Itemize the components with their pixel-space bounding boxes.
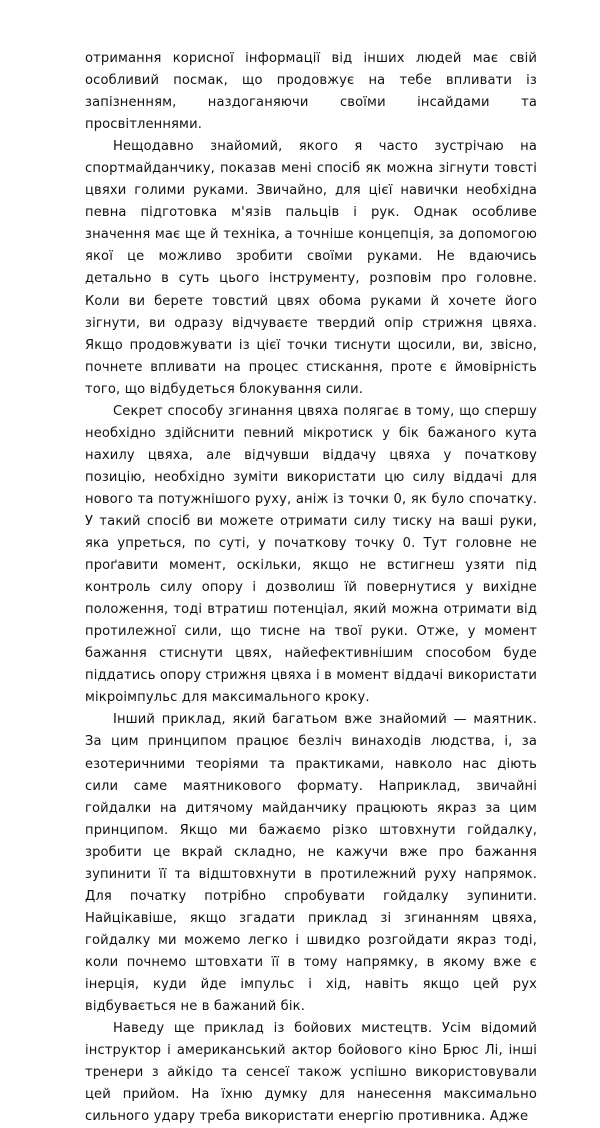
- paragraph-5: Наведу ще приклад із бойових мистецтв. Усім відомий інструктор і американський актор бойового кіно Брюс Лі, інші тренери з айкідо та сенсеї також успішно використовували цей прийом. На їхню думку для нанесення максимально сильного удару треба використати енергію противника. Адже: [85, 1021, 537, 1125]
- body-text-column: [85, 48, 537, 1128]
- paragraph-3: Секрет способу згинання цвяха полягає в тому, що спершу необхідно здійснити певний мікротиск у бік бажаного кута нахилу цвяха, але відчувши віддачу цвяха у початкову позицію, необхідно зуміти використати цю силу віддачі для нового та потужнішого руху, аніж із точки 0, як було спочатку. У такий спосіб ви можете отримати силу тиску на ваші руки, яка упреться, по суті, у початкову точку 0. Тут головне не проґавити момент, оскільки, якщо не встигнеш узяти під контроль силу опору і дозволиш їй повернутися у вихідне положення, тоді втратиш потенціал, який можна отримати від протилежної сили, що тисне на твої руки. Отже, у момент бажання стиснути цвях, найефективнішим способом буде піддатись опору стрижня цвяха і в момент віддачі використати мікроімпульс для максимального кроку.: [85, 403, 537, 706]
- paragraph-4: Інший приклад, який багатьом вже знайомий — маятник. За цим принципом працює безліч винаходів людства, і, за езотеричними теоріями та практиками, навколо нас діють сили саме маятникового формату. Наприклад, звичайні гойдалки на дитячому майданчику працюють якраз за цим принципом. Якщо ми бажаємо різко штовхнути гойдалку, зробити це вкрай складно, не кажучи вже про бажання зупинити її та відштовхнути в протилежний руху напрямок. Для початку потрібно спробувати гойдалку зупинити. Найцікавіше, якщо згадати приклад зі згинанням цвяха, гойдалку ми можемо легко і швидко розгойдати якраз тоді, коли почнемо штовхати її в тому напрямку, в якому вже є інерція, куди йде імпульс і хід, навіть якщо цей рух відбувається не в бажаний бік.: [85, 712, 537, 1015]
- paragraph-2: Нещодавно знайомий, якого я часто зустрічаю на спортмайданчику, показав мені спосіб як можна зігнути товсті цвяхи голими руками. Звичайно, для цієї навички необхідна певна підготовка м'язів пальців і рук. Однак особливе значення має ще й техніка, а точніше концепція, за допомогою якої це можливо зробити своїми руками. Не вдаючись детально в суть цього інструменту, розповім про головне. Коли ви берете товстий цвях обома руками й хочете його зігнути, ви одразу відчуваєте твердий опір стрижня цвяха. Якщо продовжувати із цієї точки тиснути щосили, ви, звісно, почнете впливати на процес стискання, проте є ймовірність того, що відбудеться блокування сили.: [85, 139, 537, 397]
- paragraph-1: отримання корисної інформації від інших людей має свій особливий посмак, що продовжує на тебе впливати із запізненням, наздоганяючи своїми інсайдами та просвітленнями.: [85, 51, 537, 133]
